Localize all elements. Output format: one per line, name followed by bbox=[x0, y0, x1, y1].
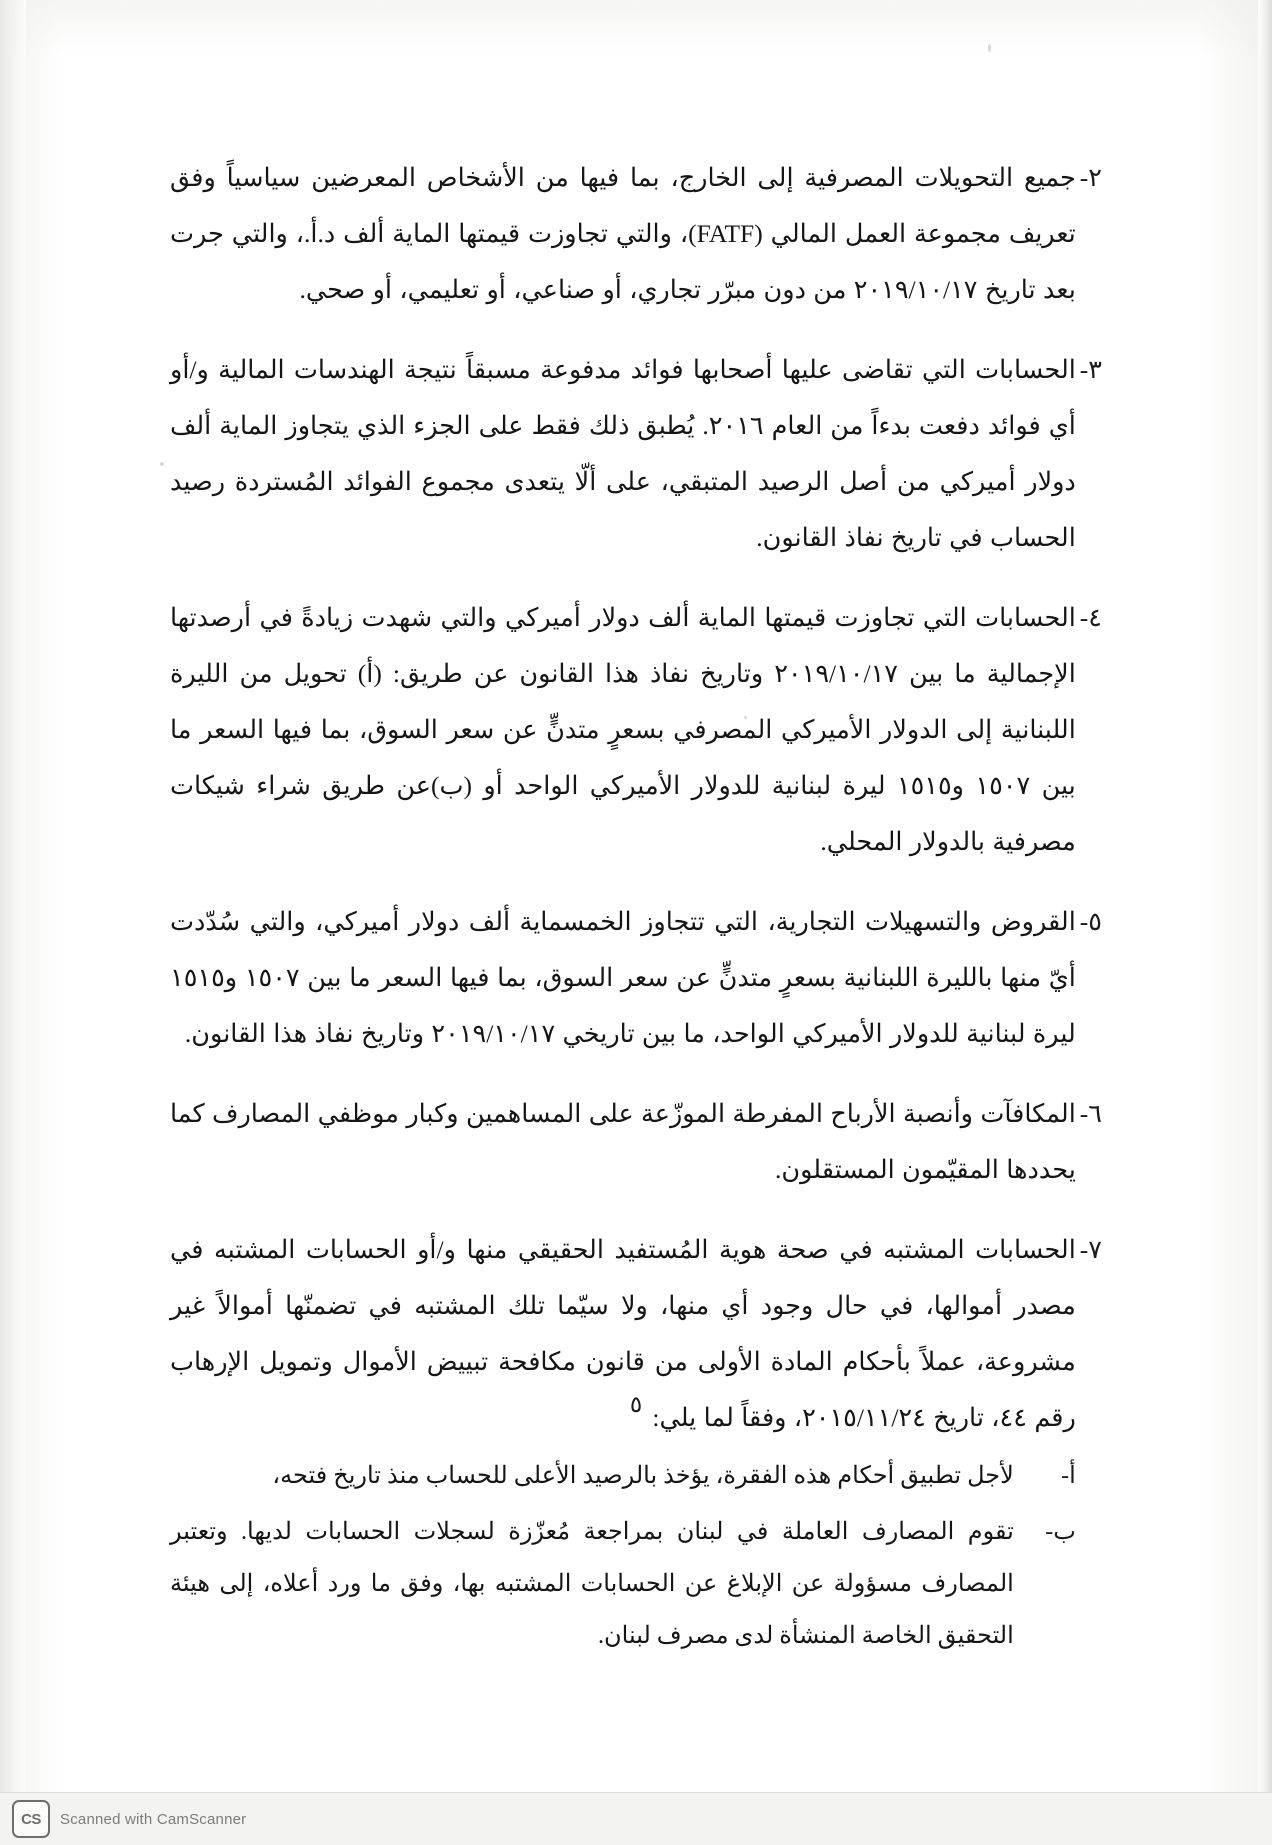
page-number: ٥ bbox=[629, 1392, 643, 1417]
clause-item bbox=[170, 590, 1102, 870]
clause-text: الحسابات المشتبه في صحة هوية المُستفيد الحقيقي منها و/أو الحسابات المشتبه في مصدر أموالها، في حال وجود أي منها، ولا سيّما تلك المشتبه في تضمنّها أموالاً غير مشروعة، عملاً بأحكام المادة الأولى من قانون مكافحة تبييض الأموال وتمويل الإرهاب رقم ٤٤، تاريخ ٢٠١٥/١١/٢٤، وفقاً لما يلي: bbox=[170, 1235, 1076, 1432]
paper-left-edge-shadow bbox=[0, 0, 26, 1845]
subclause-text: تقوم المصارف العاملة في لبنان بمراجعة مُعزّزة لسجلات الحسابات لديها. وتعتبر المصارف مسؤولة عن الإبلاغ عن الحسابات المشتبه بها، وفق ما ورد أعلاه، إلى هيئة التحقيق الخاصة المنشأة لدى مصرف لبنان. bbox=[170, 1519, 1014, 1649]
camscanner-logo-icon: CS bbox=[12, 1800, 50, 1838]
subclause-item bbox=[170, 1506, 1076, 1662]
scan-speck bbox=[160, 462, 164, 466]
document-body bbox=[170, 150, 1102, 1686]
clause-item bbox=[170, 894, 1102, 1062]
scan-speck bbox=[988, 44, 991, 52]
camscanner-caption: Scanned with CamScanner bbox=[60, 1810, 247, 1828]
clause-marker: ٥- bbox=[1079, 907, 1102, 936]
clause-text: المكافآت وأنصبة الأرباح المفرطة الموزّعة على المساهمين وكبار موظفي المصارف كما يحددها المقيّمون المستقلون. bbox=[170, 1099, 1076, 1184]
clause-text: الحسابات التي تقاضى عليها أصحابها فوائد مدفوعة مسبقاً نتيجة الهندسات المالية و/أو أي فوائد دفعت بدءاً من العام ٢٠١٦. يُطبق ذلك فقط على الجزء الذي يتجاوز الماية ألف دولار أميركي من أصل الرصيد المتبقي، على ألّا يتعدى مجموع الفوائد المُستردة رصيد الحساب في تاريخ نفاذ القانون. bbox=[170, 355, 1076, 552]
subclause-text: لأجل تطبيق أحكام هذه الفقرة، يؤخذ بالرصيد الأعلى للحساب منذ تاريخ فتحه، bbox=[272, 1463, 1014, 1489]
clause-marker: ٤- bbox=[1079, 603, 1102, 632]
clause-marker: ٦- bbox=[1079, 1099, 1102, 1128]
subclause-marker: أ- bbox=[1061, 1463, 1076, 1489]
paper-right-edge-shadow bbox=[1258, 0, 1272, 1845]
clause-marker: ٣- bbox=[1079, 355, 1102, 384]
clause-text: القروض والتسهيلات التجارية، التي تتجاوز الخمسماية ألف دولار أميركي، والتي سُدّدت أيّ منها بالليرة اللبنانية بسعرٍ متدنٍّ عن سعر السوق، بما فيها السعر ما بين ١٥٠٧ و١٥١٥ ليرة لبنانية للدولار الأميركي الواحد، ما بين تاريخي ٢٠١٩/١٠/١٧ وتاريخ نفاذ هذا القانون. bbox=[170, 907, 1076, 1048]
clause-marker: ٢- bbox=[1079, 163, 1102, 192]
camscanner-footer bbox=[0, 1792, 1272, 1845]
clause-text: الحسابات التي تجاوزت قيمتها الماية ألف دولار أميركي والتي شهدت زيادةً في أرصدتها الإجمالية ما بين ٢٠١٩/١٠/١٧ وتاريخ نفاذ هذا القانون عن طريق: (أ) تحويل من الليرة اللبنانية إلى الدولار الأميركي المصرفي بسعرٍ متدنٍّ عن سعر السوق، بما فيها السعر ما بين ١٥٠٧ و١٥١٥ ليرة لبنانية للدولار الأميركي الواحد أو (ب)عن طريق شراء شيكات مصرفية بالدولار المحلي. bbox=[170, 603, 1076, 856]
subclause-item bbox=[170, 1450, 1076, 1502]
clause-item bbox=[170, 342, 1102, 566]
clause-marker: ٧- bbox=[1079, 1235, 1102, 1264]
clause-item bbox=[170, 150, 1102, 318]
clause-item bbox=[170, 1086, 1102, 1198]
subclause-marker: ب- bbox=[1045, 1519, 1076, 1545]
clause-item bbox=[170, 1222, 1102, 1662]
clause-text: جميع التحويلات المصرفية إلى الخارج، بما فيها من الأشخاص المعرضين سياسياً وفق تعريف مجموعة العمل المالي (FATF)، والتي تجاوزت قيمتها الماية ألف د.أ.، والتي جرت بعد تاريخ ٢٠١٩/١٠/١٧ من دون مبرّر تجاري، أو صناعي، أو تعليمي، أو صحي. bbox=[170, 163, 1076, 304]
